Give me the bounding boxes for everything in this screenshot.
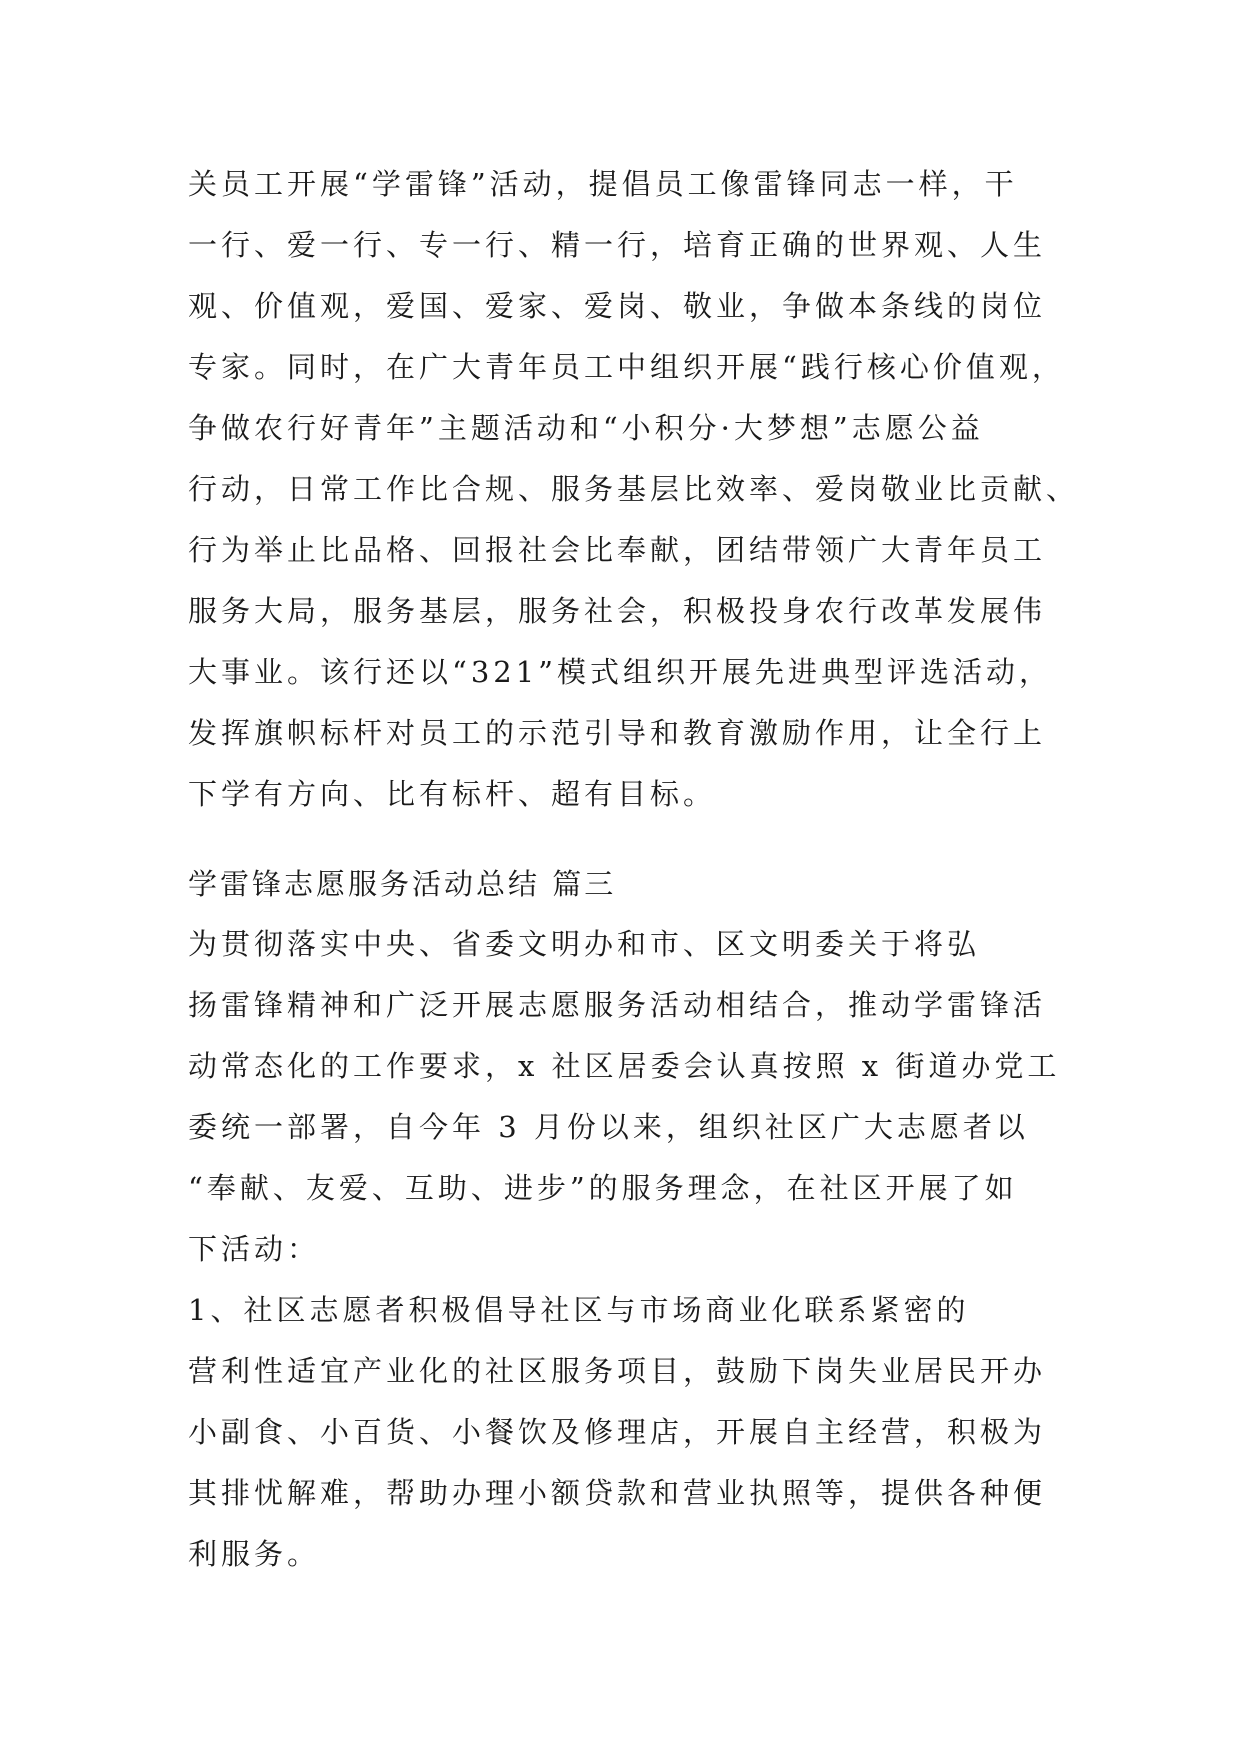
item-line: 营利性适宜产业化的社区服务项目，鼓励下岗失业居民开办: [188, 1354, 1047, 1388]
paragraph-line: 大事业。该行还以“321”模式组织开展先进典型评选活动，: [188, 655, 1053, 689]
paragraph-line: 发挥旗帜标杆对员工的示范引导和教育激励作用，让全行上: [188, 716, 1047, 750]
body-paragraphs: [188, 914, 1068, 1585]
section-heading: 学雷锋志愿服务活动总结 篇三: [188, 867, 617, 901]
paragraph-line: 一行、爱一行、专一行、精一行，培育正确的世界观、人生: [188, 228, 1047, 262]
intro-line: 为贯彻落实中央、省委文明办和市、区文明委关于将弘: [188, 927, 981, 961]
item-line: 其排忧解难，帮助办理小额贷款和营业执照等，提供各种便: [188, 1476, 1047, 1510]
paragraph-line: 行为举止比品格、回报社会比奉献，团结带领广大青年员工: [188, 533, 1047, 567]
item-line: 1、社区志愿者积极倡导社区与市场商业化联系紧密的: [188, 1293, 970, 1327]
intro-line: 动常态化的工作要求，x 社区居委会认真按照 x 街道办党工: [188, 1049, 1061, 1083]
paragraph-line: 观、价值观，爱国、爱家、爱岗、敬业，争做本条线的岗位: [188, 289, 1047, 323]
intro-line: 扬雷锋精神和广泛开展志愿服务活动相结合，推动学雷锋活: [188, 988, 1047, 1022]
section-heading-block: [188, 854, 1068, 915]
paragraph-line: 下学有方向、比有标杆、超有目标。: [188, 777, 717, 811]
intro-line: 委统一部署，自今年 3 月份以来，组织社区广大志愿者以: [188, 1110, 1029, 1144]
paragraph-line: 关员工开展“学雷锋”活动，提倡员工像雷锋同志一样，干: [188, 167, 1018, 201]
intro-line: 下活动：: [188, 1232, 321, 1266]
item-line: 利服务。: [188, 1537, 321, 1571]
paragraph-line: 服务大局，服务基层，服务社会，积极投身农行改革发展伟: [188, 594, 1047, 628]
paragraph-line: 争做农行好青年”主题活动和“小积分·大梦想”志愿公益: [188, 411, 984, 445]
item-line: 小副食、小百货、小餐饮及修理店，开展自主经营，积极为: [188, 1415, 1047, 1449]
paragraph-line: 行动，日常工作比合规、服务基层比效率、爱岗敬业比贡献、: [188, 472, 1080, 506]
intro-line: “奉献、友爱、互助、进步”的服务理念，在社区开展了如: [188, 1171, 1018, 1205]
paragraph-line: 专家。同时，在广大青年员工中组织开展“践行核心价值观，: [188, 350, 1065, 384]
continuation-paragraph: [188, 154, 1080, 825]
